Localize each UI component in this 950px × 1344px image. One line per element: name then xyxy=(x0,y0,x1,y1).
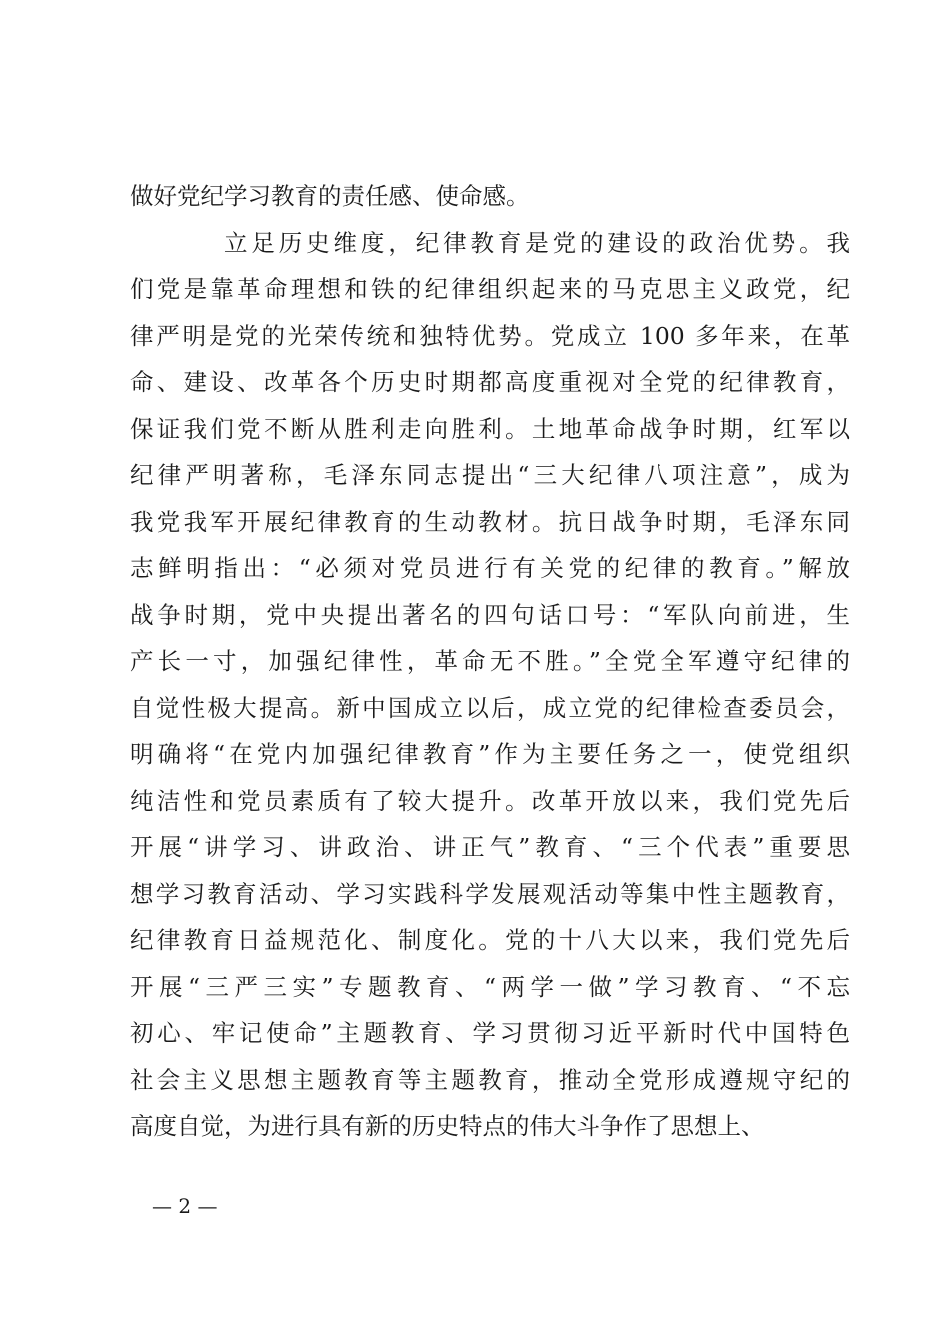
text-line: 开展“三严三实”专题教育、“两学一做”学习教育、“不忘 xyxy=(130,972,850,1001)
text-line: 明确将“在党内加强纪律教育”作为主要任务之一，使党组织 xyxy=(130,740,850,768)
page-number: — 2 — xyxy=(152,1194,218,1218)
text-line: 律严明是党的光荣传统和独特优势。党成立 100 多年来，在革 xyxy=(130,321,850,350)
text-line: 自觉性极大提高。新中国成立以后，成立党的纪律检查委员会， xyxy=(130,693,850,722)
text-line: 命、建设、改革各个历史时期都高度重视对全党的纪律教育， xyxy=(130,368,850,396)
text-line: 纪律严明著称，毛泽东同志提出“三大纪律八项注意”，成为 xyxy=(130,461,850,489)
text-line: 保证我们党不断从胜利走向胜利。土地革命战争时期，红军以 xyxy=(130,414,850,443)
text-line: 开展“讲学习、讲政治、讲正气”教育、“三个代表”重要思 xyxy=(130,833,850,861)
text-line: 初心、牢记使命”主题教育、学习贯彻习近平新时代中国特色 xyxy=(130,1019,850,1047)
text-line: 做好党纪学习教育的责任感、使命感。 xyxy=(130,182,530,210)
text-line: 纯洁性和党员素质有了较大提升。改革开放以来，我们党先后 xyxy=(130,786,850,815)
text-line: 们党是靠革命理想和铁的纪律组织起来的马克思主义政党，纪 xyxy=(130,275,850,303)
body-text xyxy=(130,173,850,1150)
text-line: 志鲜明指出：“必须对党员进行有关党的纪律的教育。”解放 xyxy=(130,554,850,582)
text-line: 产长一寸，加强纪律性，革命无不胜。”全党全军遵守纪律的 xyxy=(130,647,850,675)
text-line: 高度自觉，为进行具有新的历史特点的伟大斗争作了思想上、 xyxy=(130,1112,765,1140)
text-line: 想学习教育活动、学习实践科学发展观活动等集中性主题教育， xyxy=(130,879,850,908)
text-line: 我党我军开展纪律教育的生动教材。抗日战争时期，毛泽东同 xyxy=(130,507,850,536)
text-line: 社会主义思想主题教育等主题教育，推动全党形成遵规守纪的 xyxy=(130,1065,850,1094)
text-line: 纪律教育日益规范化、制度化。党的十八大以来，我们党先后 xyxy=(130,926,850,954)
text-line: 战争时期，党中央提出著名的四句话口号：“军队向前进，生 xyxy=(130,600,850,629)
text-line: 立足历史维度，纪律教育是党的建设的政治优势。我 xyxy=(224,228,850,257)
